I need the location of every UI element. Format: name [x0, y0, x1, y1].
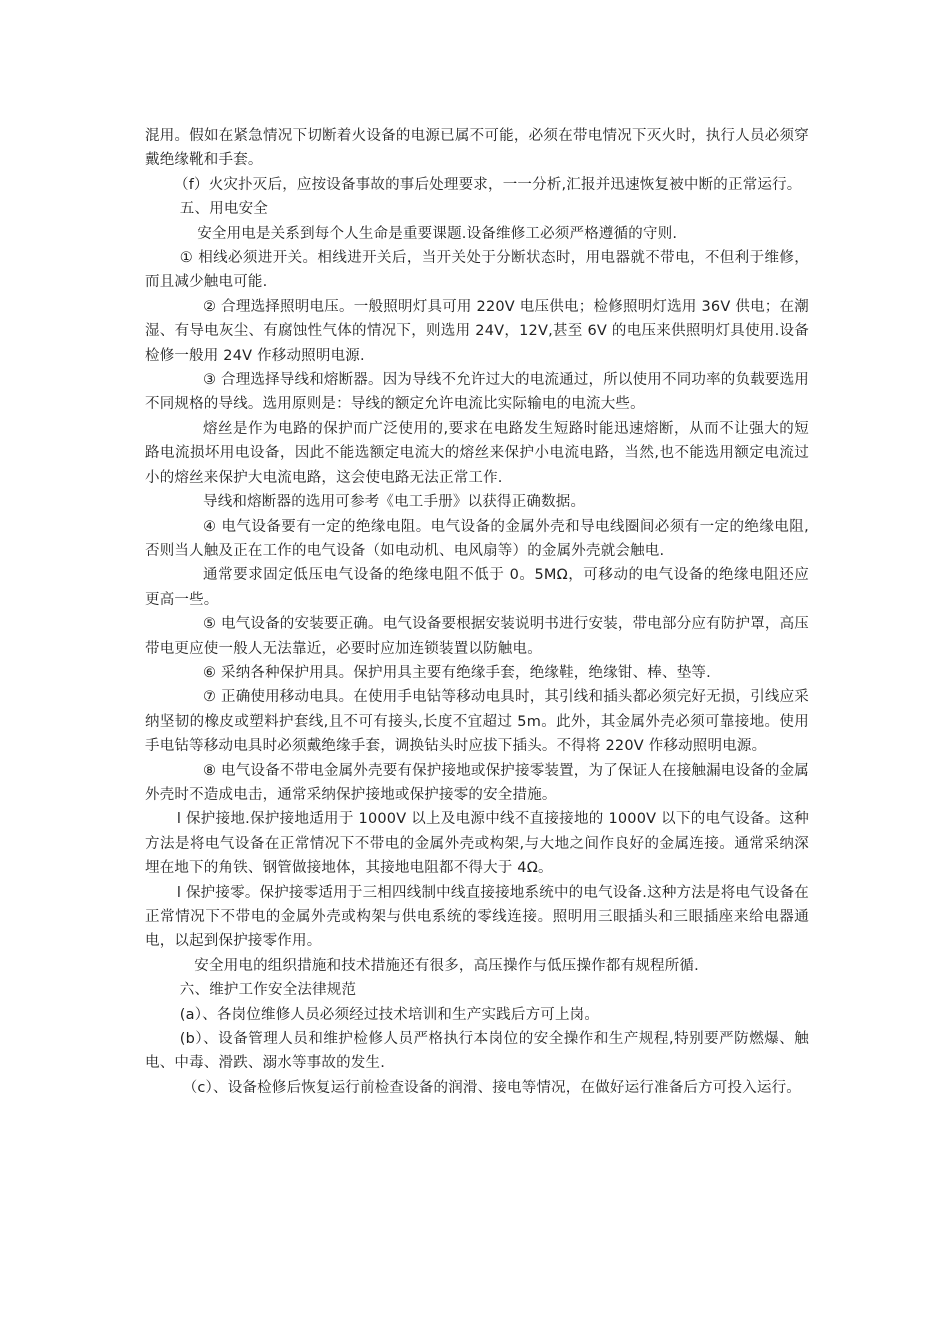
section-heading: 五、用电安全 — [179, 201, 268, 218]
paragraph: l 保护接零。保护接零适用于三相四线制中线直接接地系统中的电气设备.这种方法是将电气设备在正常情况下不带电的金属外壳或构架与供电系统的零线连接。照明用三眼插头和三眼插座来给电器通电，以起到保护接零作用。 — [145, 884, 809, 950]
paragraph: ④ 电气设备要有一定的绝缘电阻。电气设备的金属外壳和导电线圈间必须有一定的绝缘电阻,否则当人触及正在工作的电气设备（如电动机、电风扇等）的金属外壳就会触电. — [145, 518, 809, 559]
paragraph: l 保护接地.保护接地适用于 1000V 以上及电源中线不直接接地的 1000V 以下的电气设备。这种方法是将电气设备在正常情况下不带电的金属外壳或构架,与大地之间作良好的金属连接。通常采纳深埋在地下的角铁、钢管做接地体，其接地电阻都不得大于 4Ω。 — [145, 811, 809, 877]
section-heading: 六、维护工作安全法律规范 — [179, 982, 357, 999]
paragraph: 混用。假如在紧急情况下切断着火设备的电源已属不可能，必须在带电情况下灭火时，执行人员必须穿戴绝缘靴和手套。 — [145, 128, 809, 169]
paragraph: 安全用电的组织措施和技术措施还有很多，高压操作与低压操作都有规程所循. — [194, 957, 699, 974]
paragraph: ② 合理选择照明电压。一般照明灯具可用 220V 电压供电；检修照明灯选用 36V 供电；在潮湿、有导电灰尘、有腐蚀性气体的情况下，则选用 24V，12V,甚至 6V 的电压来供照明灯具使用.设备检修一般用 24V 作移动照明电源. — [145, 298, 809, 364]
paragraph: ③ 合理选择导线和熔断器。因为导线不允许过大的电流通过，所以使用不同功率的负载要选用不同规格的导线。选用原则是：导线的额定允许电流比实际输电的电流大些。 — [145, 372, 810, 413]
document-body — [145, 124, 809, 1100]
paragraph: 导线和熔断器的选用可参考《电工手册》以获得正确数据。 — [203, 494, 586, 511]
paragraph: (a）、各岗位维修人员必须经过技术培训和生产实践后方可上岗。 — [179, 1006, 600, 1023]
paragraph: 安全用电是关系到每个人生命是重要课题.设备维修工必须严格遵循的守则. — [197, 225, 678, 242]
paragraph: 通常要求固定低压电气设备的绝缘电阻不低于 0。5MΩ，可移动的电气设备的绝缘电阻还应更高一些。 — [145, 567, 809, 608]
paragraph: ⑥ 采纳各种保护用具。保护用具主要有绝缘手套，绝缘鞋，绝缘钳、棒、垫等. — [203, 664, 711, 681]
paragraph: 熔丝是作为电路的保护而广泛使用的,要求在电路发生短路时能迅速熔断，从而不让强大的短路电流损坏用电设备，因此不能选额定电流大的熔丝来保护小电流电路，当然,也不能选用额定电流过小的熔丝来保护大电流电路，这会使电路无法正常工作. — [145, 420, 809, 486]
paragraph: (b）、设备管理人员和维护检修人员严格执行本岗位的安全操作和生产规程,特别要严防燃爆、触电、中毒、滑跌、溺水等事故的发生. — [145, 1031, 809, 1072]
paragraph: ⑦ 正确使用移动电具。在使用手电钻等移动电具时，其引线和插头都必须完好无损，引线应采纳坚韧的橡皮或塑料护套线,且不可有接头,长度不宜超过 5m。此外，其金属外壳必须可靠接地。使用手电钻等移动电具时必须戴绝缘手套，调换钻头时应拔下插头。不得将 220V 作移动照明电源。 — [145, 689, 810, 755]
paragraph: （c）、设备检修后恢复运行前检查设备的润滑、接电等情况，在做好运行准备后方可投入运行。 — [182, 1079, 802, 1096]
paragraph: ⑧ 电气设备不带电金属外壳要有保护接地或保护接零装置，为了保证人在接触漏电设备的金属外壳时不造成电击，通常采纳保护接地或保护接零的安全措施。 — [145, 762, 810, 803]
paragraph: ① 相线必须进开关。相线进开关后，当开关处于分断状态时，用电器就不带电，不但利于维修，而且减少触电可能. — [145, 250, 809, 291]
paragraph: ⑤ 电气设备的安装要正确。电气设备要根据安装说明书进行安装，带电部分应有防护罩，高压带电更应使一般人无法靠近，必要时应加连锁装置以防触电。 — [145, 616, 810, 657]
paragraph: （f）火灾扑灭后，应按设备事故的事后处理要求，一一分析,汇报并迅速恢复被中断的正常运行。 — [174, 176, 802, 193]
